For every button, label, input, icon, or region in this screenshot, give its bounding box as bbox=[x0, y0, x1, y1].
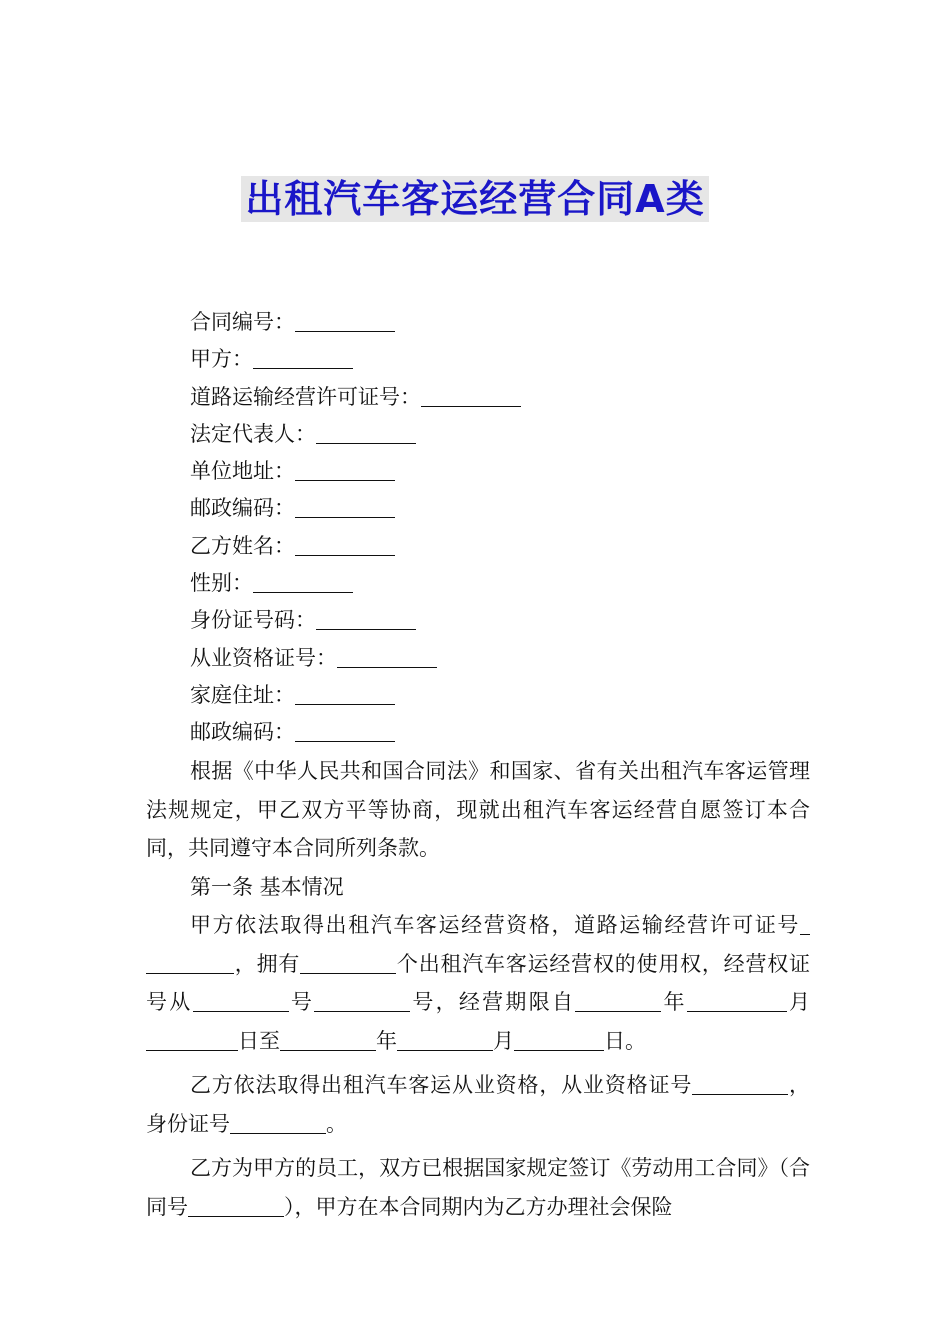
fill-blank[interactable] bbox=[295, 458, 395, 481]
text-run: ，拥有 bbox=[234, 951, 301, 976]
text-run: 号，经营期限自 bbox=[410, 990, 576, 1014]
document-title: 出租汽车客运经营合同A类 bbox=[241, 176, 708, 222]
fill-blank[interactable] bbox=[295, 682, 395, 705]
field-label: 身份证号码： bbox=[190, 608, 316, 633]
field-label: 单位地址： bbox=[190, 459, 295, 484]
field-label: 乙方姓名： bbox=[190, 533, 295, 558]
fill-blank[interactable] bbox=[575, 989, 661, 1012]
fill-blank[interactable] bbox=[687, 989, 777, 1012]
field-gender bbox=[190, 565, 521, 602]
field-label: 道路运输经营许可证号： bbox=[190, 384, 421, 409]
text-run: 年 bbox=[376, 1028, 397, 1053]
party-info-fields bbox=[190, 304, 521, 752]
text-run: 号 bbox=[288, 990, 315, 1014]
text-run: 月 bbox=[493, 1028, 514, 1053]
article1-paragraph-2 bbox=[146, 1066, 810, 1143]
fill-blank[interactable] bbox=[253, 570, 353, 593]
fill-blank[interactable] bbox=[314, 989, 410, 1012]
field-party-b-name bbox=[190, 528, 521, 565]
field-label: 从业资格证号： bbox=[190, 645, 337, 670]
field-label: 甲方： bbox=[190, 347, 253, 372]
fill-blank[interactable] bbox=[146, 951, 234, 974]
text-run: 乙方依法取得出租汽车客运从业资格，从业资格证号 bbox=[190, 1073, 693, 1097]
fill-blank[interactable] bbox=[230, 1111, 326, 1134]
article1-paragraph-1 bbox=[146, 906, 810, 1060]
fill-blank[interactable] bbox=[421, 384, 521, 407]
text-run: ），甲方在本合同期内为乙方办理社会保险 bbox=[284, 1194, 673, 1219]
field-label: 法定代表人： bbox=[190, 421, 316, 446]
field-label: 邮政编码： bbox=[190, 496, 295, 521]
fill-blank[interactable] bbox=[146, 1028, 238, 1051]
fill-blank[interactable] bbox=[295, 533, 395, 556]
article-heading: 第一条 基本情况 bbox=[190, 874, 344, 899]
text-run: 日至 bbox=[238, 1028, 280, 1053]
fill-blank[interactable] bbox=[316, 607, 416, 630]
text-run: 甲方依法取得出租汽车客运经营资格，道路运输经营许可证号 bbox=[190, 913, 800, 937]
article1-paragraph-3 bbox=[146, 1149, 810, 1226]
fill-blank[interactable] bbox=[193, 989, 289, 1012]
fill-blank[interactable] bbox=[316, 421, 416, 444]
field-postal-code-a bbox=[190, 490, 521, 527]
text-run: ，身份证号 bbox=[146, 1073, 811, 1136]
field-label: 家庭住址： bbox=[190, 682, 295, 707]
field-legal-rep bbox=[190, 416, 521, 453]
field-home-address bbox=[190, 677, 521, 714]
field-company-address bbox=[190, 453, 521, 490]
intro-paragraph: 根据《中华人民共和国合同法》和国家、省有关出租汽车客运管理法规规定，甲乙双方平等协商，现就出租汽车客运经营自愿签订本合同，共同遵守本合同所列条款。 bbox=[146, 759, 810, 860]
field-label: 合同编号： bbox=[190, 310, 295, 334]
fill-blank[interactable] bbox=[337, 645, 437, 668]
title-wrap bbox=[0, 176, 950, 222]
fill-blank[interactable] bbox=[692, 1072, 788, 1095]
field-license-number bbox=[190, 379, 521, 416]
field-postal-code-b bbox=[190, 714, 521, 751]
field-party-a bbox=[190, 341, 521, 378]
text-run: 年 bbox=[661, 990, 687, 1014]
fill-blank[interactable] bbox=[514, 1028, 604, 1051]
text-run: 月 bbox=[786, 990, 811, 1014]
field-contract-number bbox=[190, 304, 521, 341]
text-run: 乙方为甲方的员工，双方已根据国家规定签订《劳动用工合同》（合同号 bbox=[146, 1156, 810, 1219]
field-label: 性别： bbox=[190, 571, 253, 596]
fill-blank[interactable] bbox=[397, 1028, 493, 1051]
text-run: 日。 bbox=[604, 1028, 646, 1053]
fill-blank[interactable] bbox=[295, 495, 395, 518]
fill-blank[interactable] bbox=[777, 989, 787, 1012]
field-qualification-number bbox=[190, 640, 521, 677]
field-id-number bbox=[190, 602, 521, 639]
fill-blank[interactable] bbox=[280, 1028, 376, 1051]
text-run: 。 bbox=[326, 1111, 347, 1136]
field-label: 邮政编码： bbox=[190, 720, 295, 745]
fill-blank[interactable] bbox=[253, 346, 353, 369]
text-run: 个出租汽车客运经营权的使用权，经营权证号从 bbox=[146, 951, 811, 1014]
fill-blank[interactable] bbox=[188, 1194, 284, 1217]
fill-blank[interactable] bbox=[300, 951, 396, 974]
fill-blank[interactable] bbox=[295, 719, 395, 742]
fill-blank[interactable] bbox=[800, 912, 810, 935]
contract-body bbox=[146, 752, 810, 1226]
fill-blank[interactable] bbox=[295, 309, 395, 332]
